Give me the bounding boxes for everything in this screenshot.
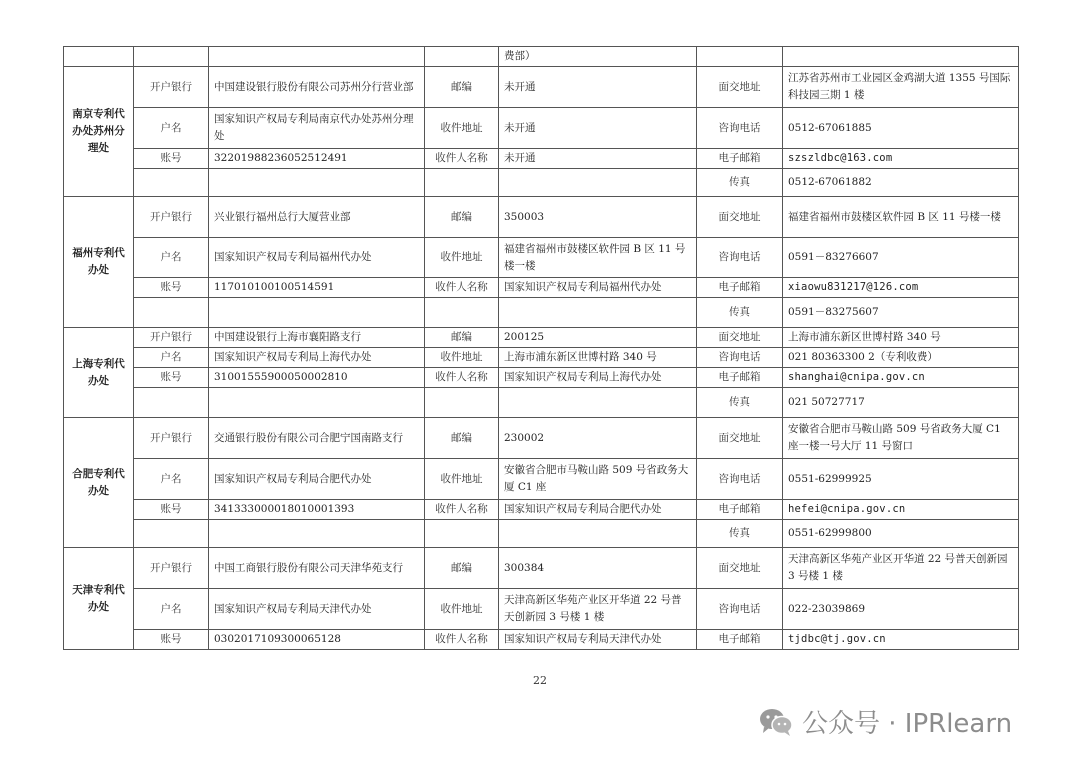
handover-address-value: 安徽省合肥市马鞍山路 509 号省政务大厦 C1 座一楼一号大厅 11 号窗口	[783, 418, 1019, 459]
postcode-value: 300384	[499, 548, 697, 589]
handover-address-value: 上海市浦东新区世博村路 340 号	[783, 328, 1019, 348]
office-name: 合肥专利代办处	[64, 418, 134, 548]
account-no-label: 账号	[134, 149, 209, 169]
table-row	[64, 520, 1019, 548]
account-name-value: 国家知识产权局专利局天津代办处	[209, 589, 425, 630]
fax-value: 0512-67061882	[783, 169, 1019, 197]
bank-label: 开户银行	[134, 197, 209, 238]
table-row	[64, 238, 1019, 278]
email-label: 电子邮箱	[697, 500, 783, 520]
recipient-label: 收件人名称	[425, 500, 499, 520]
account-name-label: 户名	[134, 238, 209, 278]
mail-address-value: 福建省福州市鼓楼区软件园 B 区 11 号楼一楼	[499, 238, 697, 278]
fax-value: 0551-62999800	[783, 520, 1019, 548]
office-name: 上海专利代办处	[64, 328, 134, 418]
phone-value: 0591－83276607	[783, 238, 1019, 278]
table-row	[64, 589, 1019, 630]
postcode-label: 邮编	[425, 67, 499, 108]
table-row	[64, 278, 1019, 298]
account-name-label: 户名	[134, 459, 209, 500]
postcode-value: 350003	[499, 197, 697, 238]
recipient-value: 国家知识产权局专利局合肥代办处	[499, 500, 697, 520]
account-name-value: 国家知识产权局专利局南京代办处苏州分理处	[209, 108, 425, 149]
account-no-label: 账号	[134, 500, 209, 520]
watermark	[758, 703, 1012, 740]
office-name: 福州专利代办处	[64, 197, 134, 328]
recipient-value: 未开通	[499, 149, 697, 169]
mail-address-label: 收件地址	[425, 589, 499, 630]
watermark-text: 公众号 · IPRlearn	[802, 709, 1013, 739]
recipient-value: 国家知识产权局专利局福州代办处	[499, 278, 697, 298]
bank-label: 开户银行	[134, 418, 209, 459]
phone-label: 咨询电话	[697, 238, 783, 278]
table-row	[64, 47, 1019, 67]
table-row	[64, 298, 1019, 328]
account-name-label: 户名	[134, 348, 209, 368]
mail-address-label: 收件地址	[425, 238, 499, 278]
account-no-value: 117010100100514591	[209, 278, 425, 298]
table-row	[64, 328, 1019, 348]
email-value: szszldbc@163.com	[783, 149, 1019, 169]
phone-label: 咨询电话	[697, 348, 783, 368]
fax-label: 传真	[697, 520, 783, 548]
table-row	[64, 500, 1019, 520]
handover-address-value: 天津高新区华苑产业区开华道 22 号普天创新园 3 号楼 1 楼	[783, 548, 1019, 589]
table-row	[64, 459, 1019, 500]
bank-value: 中国工商银行股份有限公司天津华苑支行	[209, 548, 425, 589]
mail-address-value: 未开通	[499, 108, 697, 149]
bank-label: 开户银行	[134, 328, 209, 348]
account-no-label: 账号	[134, 368, 209, 388]
bank-value: 兴业银行福州总行大厦营业部	[209, 197, 425, 238]
handover-address-label: 面交地址	[697, 548, 783, 589]
account-no-value: 341333000018010001393	[209, 500, 425, 520]
email-value: hefei@cnipa.gov.cn	[783, 500, 1019, 520]
email-label: 电子邮箱	[697, 368, 783, 388]
table-row	[64, 630, 1019, 650]
mail-address-value: 安徽省合肥市马鞍山路 509 号省政务大厦 C1 座	[499, 459, 697, 500]
account-no-label: 账号	[134, 278, 209, 298]
handover-address-label: 面交地址	[697, 418, 783, 459]
fax-value: 0591－83275607	[783, 298, 1019, 328]
fax-value: 021 50727717	[783, 388, 1019, 418]
email-label: 电子邮箱	[697, 149, 783, 169]
phone-value: 021 80363300 2（专利收费）	[783, 348, 1019, 368]
table-row	[64, 197, 1019, 238]
office-name: 天津专利代办处	[64, 548, 134, 650]
fax-label: 传真	[697, 388, 783, 418]
account-name-value: 国家知识产权局专利局合肥代办处	[209, 459, 425, 500]
email-label: 电子邮箱	[697, 278, 783, 298]
postcode-value: 200125	[499, 328, 697, 348]
office-name: 南京专利代办处苏州分理处	[64, 67, 134, 197]
postcode-label: 邮编	[425, 197, 499, 238]
page-number: 22	[533, 674, 547, 687]
bank-value: 中国建设银行股份有限公司苏州分行营业部	[209, 67, 425, 108]
bank-label: 开户银行	[134, 548, 209, 589]
recipient-value: 国家知识产权局专利局上海代办处	[499, 368, 697, 388]
handover-address-value: 江苏省苏州市工业园区金鸡湖大道 1355 号国际科技园三期 1 楼	[783, 67, 1019, 108]
table-row	[64, 67, 1019, 108]
phone-label: 咨询电话	[697, 108, 783, 149]
table-row	[64, 108, 1019, 149]
mail-address-value: 上海市浦东新区世博村路 340 号	[499, 348, 697, 368]
table-row	[64, 169, 1019, 197]
mail-address-label: 收件地址	[425, 348, 499, 368]
phone-label: 咨询电话	[697, 589, 783, 630]
recipient-label: 收件人名称	[425, 368, 499, 388]
top-fragment: 费部）	[499, 47, 697, 67]
handover-address-label: 面交地址	[697, 197, 783, 238]
mail-address-label: 收件地址	[425, 108, 499, 149]
table-row	[64, 548, 1019, 589]
wechat-icon	[758, 707, 794, 737]
email-value: shanghai@cnipa.gov.cn	[783, 368, 1019, 388]
postcode-label: 邮编	[425, 548, 499, 589]
phone-label: 咨询电话	[697, 459, 783, 500]
account-no-value: 32201988236052512491	[209, 149, 425, 169]
postcode-value: 230002	[499, 418, 697, 459]
bank-value: 中国建设银行上海市襄阳路支行	[209, 328, 425, 348]
account-no-value: 0302017109300065128	[209, 630, 425, 650]
fax-label: 传真	[697, 298, 783, 328]
mail-address-label: 收件地址	[425, 459, 499, 500]
table-row	[64, 348, 1019, 368]
fax-label: 传真	[697, 169, 783, 197]
postcode-value: 未开通	[499, 67, 697, 108]
email-value: tjdbc@tj.gov.cn	[783, 630, 1019, 650]
handover-address-value: 福建省福州市鼓楼区软件园 B 区 11 号楼一楼	[783, 197, 1019, 238]
account-no-label: 账号	[134, 630, 209, 650]
postcode-label: 邮编	[425, 418, 499, 459]
table-row	[64, 368, 1019, 388]
handover-address-label: 面交地址	[697, 328, 783, 348]
recipient-label: 收件人名称	[425, 149, 499, 169]
recipient-label: 收件人名称	[425, 630, 499, 650]
account-name-value: 国家知识产权局专利局福州代办处	[209, 238, 425, 278]
phone-value: 0551-62999925	[783, 459, 1019, 500]
handover-address-label: 面交地址	[697, 67, 783, 108]
bank-value: 交通银行股份有限公司合肥宁国南路支行	[209, 418, 425, 459]
recipient-value: 国家知识产权局专利局天津代办处	[499, 630, 697, 650]
table-row	[64, 388, 1019, 418]
bank-label: 开户银行	[134, 67, 209, 108]
account-no-value: 31001555900050002810	[209, 368, 425, 388]
phone-value: 0512-67061885	[783, 108, 1019, 149]
email-label: 电子邮箱	[697, 630, 783, 650]
mail-address-value: 天津高新区华苑产业区开华道 22 号普天创新园 3 号楼 1 楼	[499, 589, 697, 630]
postcode-label: 邮编	[425, 328, 499, 348]
recipient-label: 收件人名称	[425, 278, 499, 298]
account-name-label: 户名	[134, 108, 209, 149]
phone-value: 022-23039869	[783, 589, 1019, 630]
account-name-value: 国家知识产权局专利局上海代办处	[209, 348, 425, 368]
table-row	[64, 149, 1019, 169]
email-value: xiaowu831217@126.com	[783, 278, 1019, 298]
account-name-label: 户名	[134, 589, 209, 630]
fee-office-table	[63, 46, 1019, 650]
table-row	[64, 418, 1019, 459]
